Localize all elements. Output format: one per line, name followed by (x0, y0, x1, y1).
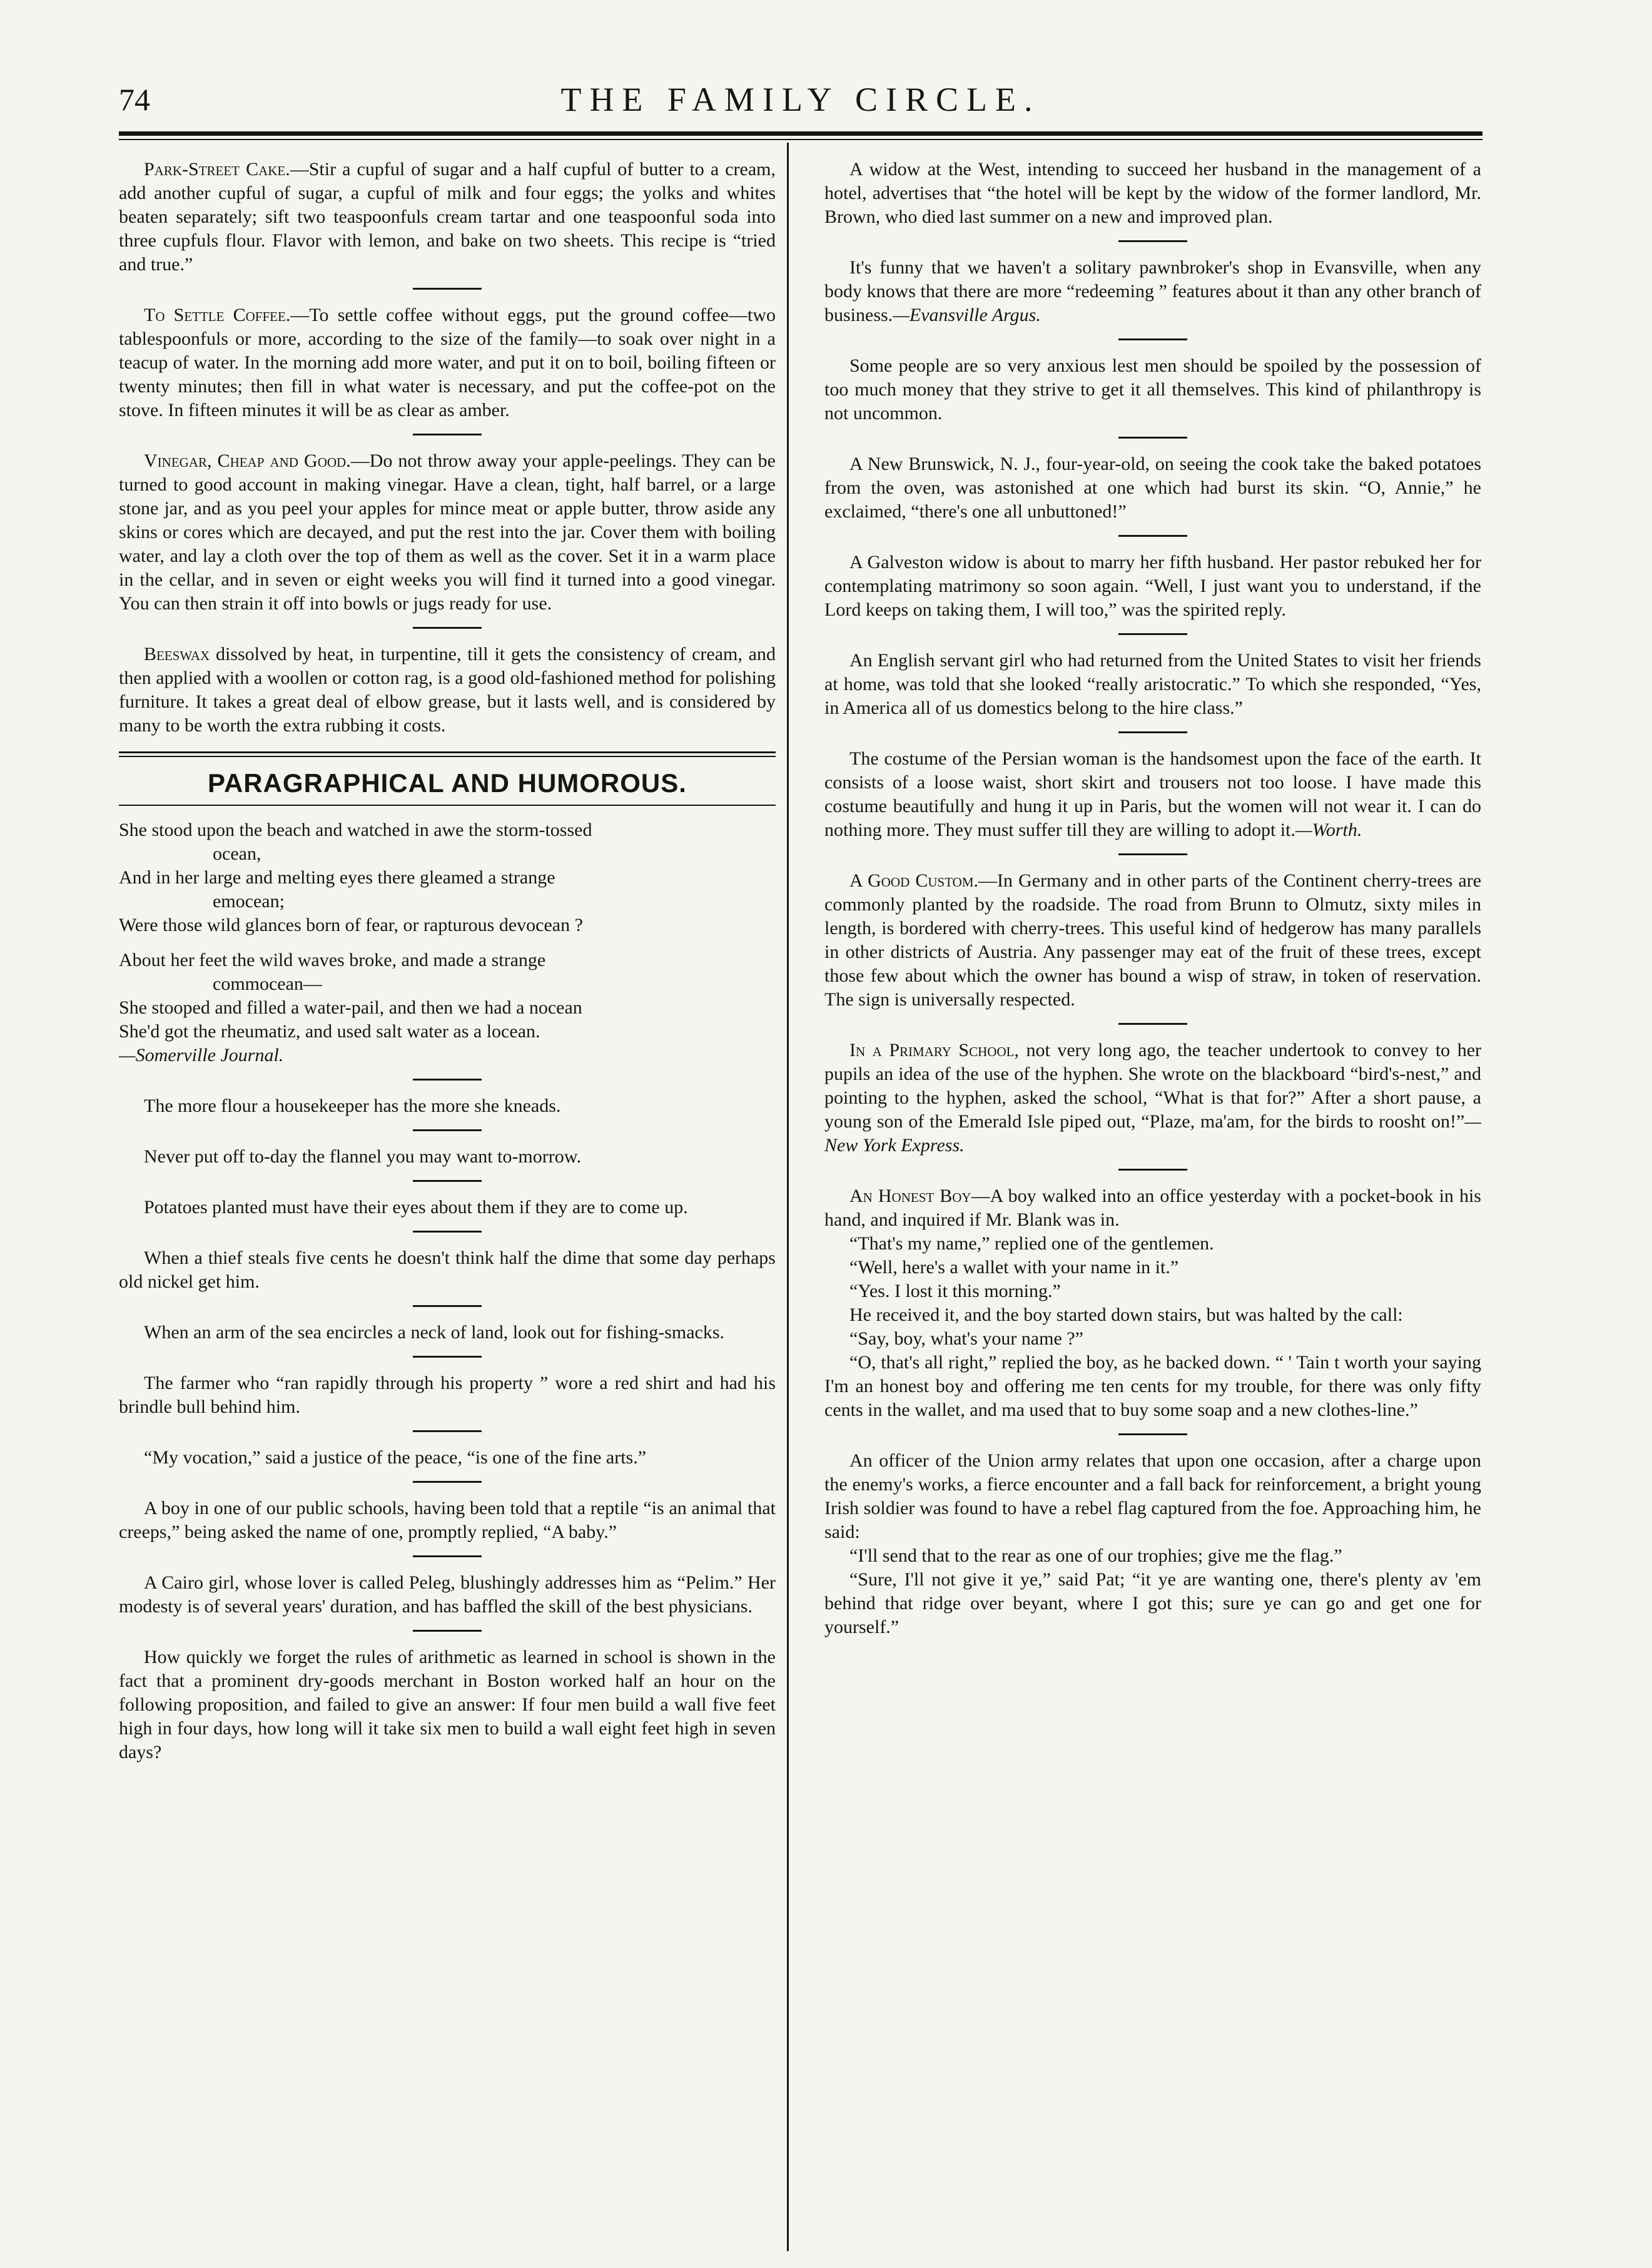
section-rule-bottom (119, 805, 776, 806)
item-honest-boy (824, 1184, 1481, 1232)
item-separator (413, 1231, 482, 1233)
poem-line: Were those wild glances born of fear, or rapturous devocean ? (119, 915, 583, 935)
joke: When an arm of the sea encircles a neck of land, look out for fishing-smacks. (144, 1322, 725, 1343)
item-lead: Beeswax (144, 644, 210, 664)
poem-line: And in her large and melting eyes there gleamed a strange (119, 867, 555, 888)
section-heading: PARAGRAPHICAL AND HUMOROUS. (208, 768, 687, 798)
stanza-gap (119, 937, 776, 948)
item-galveston-widow: A Galveston widow is about to marry her fifth husband. Her pastor rebuked her for contemplating matrimony so soon again. “Well, I just want you to understand, if the Lord keeps on taking them, I will too,” was the spirited reply. (824, 552, 1481, 620)
recipe-beeswax (119, 643, 776, 738)
item-separator (413, 1481, 482, 1483)
item-separator (413, 1129, 482, 1131)
joke: Potatoes planted must have their eyes about them if they are to come up. (144, 1197, 688, 1218)
dialogue-line: “Well, here's a wallet with your name in it.” (849, 1257, 1179, 1278)
item-text: —Stir a cupful of sugar and a half cupful of butter to a cream, add another cupful of sugar, a cupful of milk and four eggs; the yolks and whites beaten separately; sift two teaspoonfuls cream tartar and one teaspoonful soda into three cupfuls flour. Flavor with lemon, and bake on two sheets. This recipe is “tried and true.” (119, 159, 776, 275)
item-primary-school (824, 1039, 1481, 1157)
item-source: —Worth. (1295, 820, 1362, 840)
item-separator (413, 1079, 482, 1081)
item-separator (413, 1555, 482, 1557)
column-divider (787, 143, 789, 2251)
item-text: It's funny that we haven't a solitary pawnbroker's shop in Evansville, when any body knows that there are more “redeeming ” features about it than any other branch of business. (824, 257, 1481, 325)
dialogue-line: “Sure, I'll not give it ye,” said Pat; “it ye are wanting one, there's plenty av 'em behind that ridge over beyant, where I got this; sure ye can go and get one for yourself.” (824, 1569, 1481, 1637)
dialogue-line: “Yes. I lost it this morning.” (849, 1281, 1061, 1301)
joke: When a thief steals five cents he doesn't think half the dime that some day perhaps old nickel get him. (119, 1248, 776, 1292)
section-rule-top (119, 751, 776, 753)
item-separator (1118, 240, 1187, 242)
item-lead: Park-Street Cake. (144, 159, 290, 180)
recipe-vinegar (119, 449, 776, 616)
joke: How quickly we forget the rules of arithmetic as learned in school is shown in the fact that a prominent dry-goods merchant in Boston worked half an hour on the following proposition, and failed to give an answer: If four men build a wall five feet high in four days, how long will it take six men to build a wall eight feet high in seven days? (119, 1647, 776, 1762)
item-separator (1118, 1023, 1187, 1025)
item-separator (413, 1430, 482, 1432)
right-column (824, 158, 1481, 1639)
publication-title: THE FAMILY CIRCLE. (560, 81, 1041, 118)
joke: The more flour a housekeeper has the more she kneads. (144, 1096, 561, 1116)
item-separator (413, 627, 482, 629)
poem-line: She'd got the rheumatiz, and used salt water as a locean. (119, 1021, 540, 1042)
item-text: —To settle coffee without eggs, put the ground coffee—two tablespoonfuls or more, according to the size of the family—to soak over night in a teacup of water. In the morning add more water, and put it on to boil, boiling fifteen or twenty minutes; then fill in what water is necessary, and put the coffee-pot on the stove. In fifteen minutes it will be as clear as amber. (119, 305, 776, 420)
item-philanthropy: Some people are so very anxious lest men should be spoiled by the possession of too much money that they strive to get it all themselves. This kind of philanthropy is not uncommon. (824, 355, 1481, 424)
joke: A boy in one of our public schools, having been told that a reptile “is an animal that creeps,” being asked the name of one, promptly replied, “A baby.” (119, 1498, 776, 1542)
item-separator (1118, 1169, 1187, 1171)
item-widow-hotel: A widow at the West, intending to succeed her husband in the management of a hotel, advertises that “the hotel will be kept by the widow of the former landlord, Mr. Brown, who died last summer on a new and improved plan. (824, 159, 1481, 227)
poem (119, 818, 776, 1067)
item-lead: Vinegar, Cheap and Good. (144, 450, 351, 471)
poem-source: —Somerville Journal. (119, 1045, 284, 1065)
header-rule-thick (119, 131, 1482, 136)
item-lead: An Honest Boy (849, 1186, 971, 1206)
page-header (119, 80, 1482, 136)
header-rule-thin (119, 139, 1482, 140)
item-separator (413, 1630, 482, 1632)
dialogue-line: He received it, and the boy started down stairs, but was halted by the call: (849, 1304, 1403, 1325)
dialogue-line: “That's my name,” replied one of the gentlemen. (849, 1233, 1214, 1254)
item-separator (1118, 633, 1187, 635)
item-separator (1118, 338, 1187, 340)
item-text: dissolved by heat, in turpentine, till it gets the consistency of cream, and then applied with a woollen or cotton rag, is a good old-fashioned method for polishing furniture. It takes a great deal of elbow grease, but it lasts well, and is considered by many to be worth the extra rubbing it costs. (119, 644, 776, 736)
item-pawnbroker (824, 256, 1481, 327)
poem-line: She stooped and filled a water-pail, and then we had a nocean (119, 997, 582, 1018)
item-separator (413, 434, 482, 435)
item-separator (1118, 731, 1187, 733)
item-union-army: An officer of the Union army relates that upon one occasion, after a charge upon the enemy's works, a fierce encounter and a fall back for reinforcement, a bright young Irish soldier was found to have a rebel flag captured from the foe. Approaching him, he said: (824, 1450, 1481, 1542)
recipe-settle-coffee (119, 303, 776, 422)
recipe-park-street-cake (119, 158, 776, 277)
item-source: —Evansville Argus. (893, 305, 1041, 325)
item-text: —A boy walked into an office yesterday with a pocket-book in his hand, and inquired if Mr. Blank was in. (824, 1186, 1481, 1230)
poem-line: ocean, (213, 843, 261, 864)
item-text: —Do not throw away your apple-peelings. They can be turned to good account in making vinegar. Have a clean, tight, half barrel, or a large stone jar, and as you peel your apples for mince meat or apple butter, throw aside any skins or cores which are decayed, and put the rest into the jar. Cover them with boiling water, and lay a cloth over the top of them as well as the cover. Set it in a warm place in the cellar, and in seven or eight weeks you will find it turned into a good vinegar. You can then strain it off into bowls or jugs ready for use. (119, 450, 776, 614)
item-separator (413, 1356, 482, 1358)
item-text: —In Germany and in other parts of the Continent cherry-trees are commonly planted by the roadside. The road from Brunn to Olmutz, sixty miles in length, is bordered with cherry-trees. This useful kind of hedgerow has many parallels in other districts of Austria. Any passenger may eat of the fruit of these trees, except those few about which the owner has bound a wisp of straw, in token of reservation. The sign is universally respected. (824, 870, 1482, 1010)
joke: “My vocation,” said a justice of the peace, “is one of the fine arts.” (144, 1447, 647, 1468)
dialogue-line: “O, that's all right,” replied the boy, as he backed down. “ ' Tain t worth your saying I'm an honest boy and offering me ten cents for my trouble, for there was only fifty cents in the wallet, and ma used that to buy some soap and a new clothes-line.” (824, 1352, 1481, 1420)
poem-line: She stood upon the beach and watched in awe the storm-tossed (119, 820, 592, 840)
item-persian-costume (824, 747, 1481, 842)
item-separator (1118, 1433, 1187, 1435)
joke: The farmer who “ran rapidly through his property ” wore a red shirt and had his brindle bull behind him. (119, 1373, 776, 1417)
page-number: 74 (119, 82, 150, 117)
item-good-custom (824, 869, 1481, 1012)
item-lead: In a Primary School, (849, 1040, 1019, 1060)
poem-line: emocean; (213, 891, 285, 912)
dialogue-line: “Say, boy, what's your name ?” (849, 1328, 1083, 1349)
poem-line: commocean— (213, 974, 322, 994)
item-separator (1118, 535, 1187, 537)
item-servant-girl: An English servant girl who had returned from the United States to visit her friends at home, was told that she looked “really aristocratic.” To which she responded, “Yes, in America all of us domestics belong to the hire class.” (824, 650, 1481, 718)
dialogue-line: “I'll send that to the rear as one of our trophies; give me the flag.” (849, 1545, 1342, 1566)
item-separator (1118, 853, 1187, 855)
joke: Never put off to-day the flannel you may want to-morrow. (144, 1146, 581, 1167)
poem-line: About her feet the wild waves broke, and made a strange (119, 950, 546, 970)
joke: A Cairo girl, whose lover is called Peleg, blushingly addresses him as “Pelim.” Her modesty is of several years' duration, and has baffled the skill of the best physicians. (119, 1572, 776, 1617)
item-separator (413, 1180, 482, 1182)
item-lead: A Good Custom. (849, 870, 979, 891)
item-lead: To Settle Coffee. (144, 305, 291, 325)
item-separator (1118, 437, 1187, 439)
left-column (119, 158, 776, 1764)
item-separator (413, 288, 482, 290)
item-source: —New York Express. (824, 1111, 1481, 1156)
item-separator (413, 1305, 482, 1307)
item-text: The costume of the Persian woman is the handsomest upon the face of the earth. It consists of a loose waist, short skirt and trousers not too loose. I have made this costume beautifully and hung it up in Paris, but the women will not wear it. I can do nothing more. They must suffer till they are willing to adopt it. (824, 748, 1481, 840)
item-unbuttoned: A New Brunswick, N. J., four-year-old, on seeing the cook take the baked potatoes from the oven, was astonished at one which had burst its skin. “O, Annie,” he exclaimed, “there's one all unbuttoned!” (824, 454, 1481, 522)
item-text: not very long ago, the teacher undertook to convey to her pupils an idea of the use of the hyphen. She wrote on the blackboard “bird's-nest,” and pointing to the hyphen, asked the school, “What is that for?” After a short pause, a young son of the Emerald Isle piped out, “Plaze, ma'am, for the birds to roosht on!” (824, 1040, 1481, 1132)
section-rule-top-thin (119, 756, 776, 757)
